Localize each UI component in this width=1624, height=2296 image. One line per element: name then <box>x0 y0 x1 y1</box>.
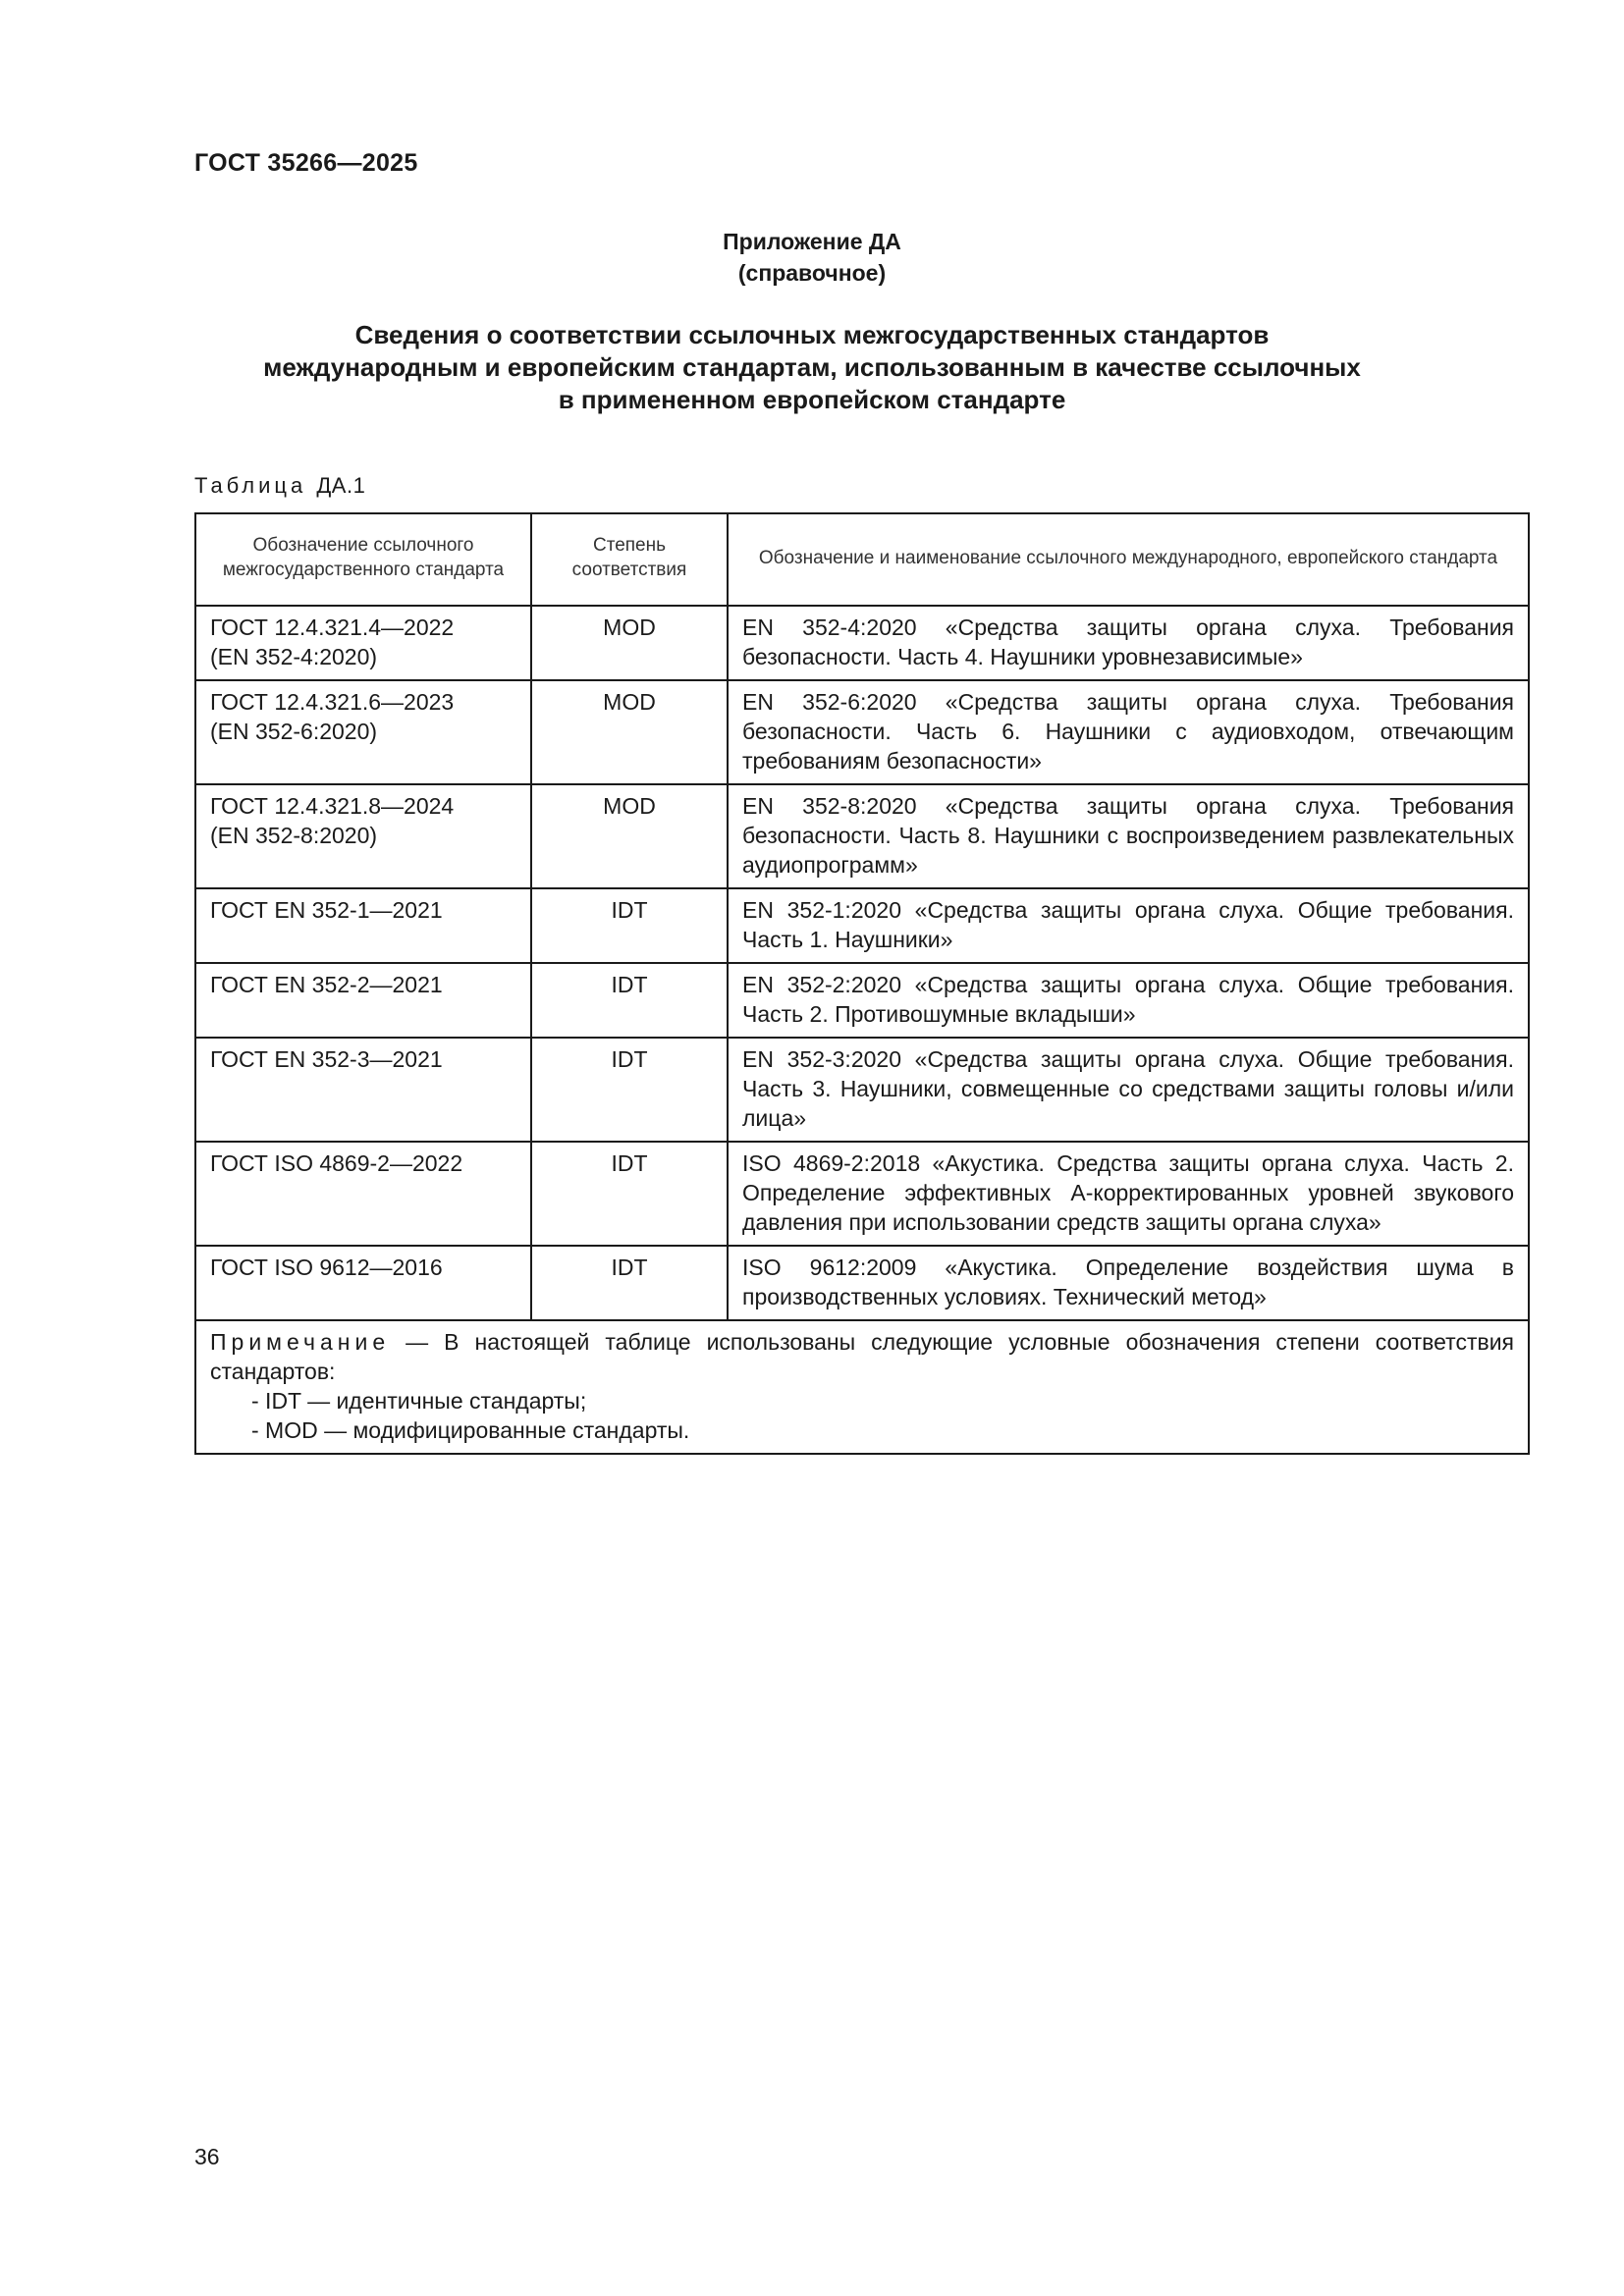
table-row <box>195 888 1529 963</box>
designation-text: ГОСТ ISO 4869-2—2022 <box>210 1150 463 1176</box>
column-header-description: Обозначение и наименование ссылочного международного, европейского стандарта <box>728 513 1529 606</box>
designation-text: ГОСТ EN 352-3—2021 <box>210 1046 443 1072</box>
description-cell: ISO 4869-2:2018 «Акустика. Средства защиты органа слуха. Часть 2. Определение эффективных А-корректированных уровней звукового давления при использовании средств защиты органа слуха» <box>728 1142 1529 1246</box>
designation-ref: (EN 352-4:2020) <box>210 644 378 669</box>
degree-cell: IDT <box>531 1246 728 1320</box>
degree-cell: MOD <box>531 680 728 784</box>
designation-text: ГОСТ ISO 9612—2016 <box>210 1255 443 1280</box>
section-heading-line: в примененном европейском стандарте <box>558 385 1066 414</box>
table-row <box>195 963 1529 1038</box>
note-item-idt: - IDT — идентичные стандарты; <box>251 1388 587 1414</box>
table-row <box>195 680 1529 784</box>
table-caption-number: ДА.1 <box>316 473 366 498</box>
designation-text: ГОСТ EN 352-1—2021 <box>210 897 443 923</box>
note-label: Примечание <box>210 1329 391 1355</box>
appendix-kind: (справочное) <box>737 260 887 286</box>
note-item-mod: - MOD — модифицированные стандарты. <box>251 1417 690 1443</box>
degree-cell: MOD <box>531 606 728 680</box>
designation-cell <box>195 888 531 963</box>
description-cell: EN 352-3:2020 «Средства защиты органа слуха. Общие требования. Часть 3. Наушники, совмещенные со средствами защиты головы и/или лица» <box>728 1038 1529 1142</box>
table-row <box>195 1038 1529 1142</box>
description-cell: EN 352-8:2020 «Средства защиты органа слуха. Требования безопасности. Часть 8. Наушники с воспроизведением развлекательных аудиопрограмм» <box>728 784 1529 888</box>
appendix-title: Приложение ДА <box>723 229 901 254</box>
designation-cell <box>195 680 531 784</box>
designation-text: ГОСТ 12.4.321.4—2022 <box>210 614 455 640</box>
designation-cell <box>195 784 531 888</box>
designation-cell <box>195 606 531 680</box>
designation-cell <box>195 1038 531 1142</box>
table-header-row <box>195 513 1529 606</box>
table-row <box>195 1142 1529 1246</box>
designation-cell <box>195 1142 531 1246</box>
section-heading-line: международным и европейским стандартам, использованным в качестве ссылочных <box>263 352 1361 382</box>
designation-cell <box>195 963 531 1038</box>
table-caption-label: Таблица <box>194 473 307 498</box>
document-code: ГОСТ 35266—2025 <box>194 149 418 177</box>
description-cell: ISO 9612:2009 «Акустика. Определение воздействия шума в производственных условиях. Технический метод» <box>728 1246 1529 1320</box>
designation-text: ГОСТ EN 352-2—2021 <box>210 972 443 997</box>
description-cell: EN 352-4:2020 «Средства защиты органа слуха. Требования безопасности. Часть 4. Наушники уровнезависимые» <box>728 606 1529 680</box>
designation-cell <box>195 1246 531 1320</box>
degree-cell: IDT <box>531 963 728 1038</box>
note-paragraph <box>210 1327 1514 1386</box>
section-heading-line: Сведения о соответствии ссылочных межгосударственных стандартов <box>354 320 1270 349</box>
description-cell: EN 352-2:2020 «Средства защиты органа слуха. Общие требования. Часть 2. Противошумные вкладыши» <box>728 963 1529 1038</box>
designation-text: ГОСТ 12.4.321.6—2023 <box>210 689 455 715</box>
degree-cell: MOD <box>531 784 728 888</box>
degree-cell: IDT <box>531 888 728 963</box>
table-note <box>195 1320 1529 1454</box>
designation-text: ГОСТ 12.4.321.8—2024 <box>210 793 455 819</box>
designation-ref: (EN 352-8:2020) <box>210 823 378 848</box>
designation-ref: (EN 352-6:2020) <box>210 719 378 744</box>
description-cell: EN 352-6:2020 «Средства защиты органа слуха. Требования безопасности. Часть 6. Наушники с аудиовходом, отвечающим требованиям безопасности» <box>728 680 1529 784</box>
degree-cell: IDT <box>531 1142 728 1246</box>
column-header-degree: Степень соответствия <box>531 513 728 606</box>
note-text: — В настоящей таблице использованы следующие условные обозначения степени соответствия стандартов: <box>210 1329 1514 1384</box>
degree-cell: IDT <box>531 1038 728 1142</box>
table-caption <box>194 473 365 499</box>
table-row <box>195 1246 1529 1320</box>
description-cell: EN 352-1:2020 «Средства защиты органа слуха. Общие требования. Часть 1. Наушники» <box>728 888 1529 963</box>
column-header-designation: Обозначение ссылочного межгосударственного стандарта <box>195 513 531 606</box>
correspondence-table <box>194 512 1530 1455</box>
section-heading <box>0 319 1624 416</box>
table-note-row <box>195 1320 1529 1454</box>
page-number: 36 <box>194 2144 220 2169</box>
table-row <box>195 784 1529 888</box>
table-row <box>195 606 1529 680</box>
